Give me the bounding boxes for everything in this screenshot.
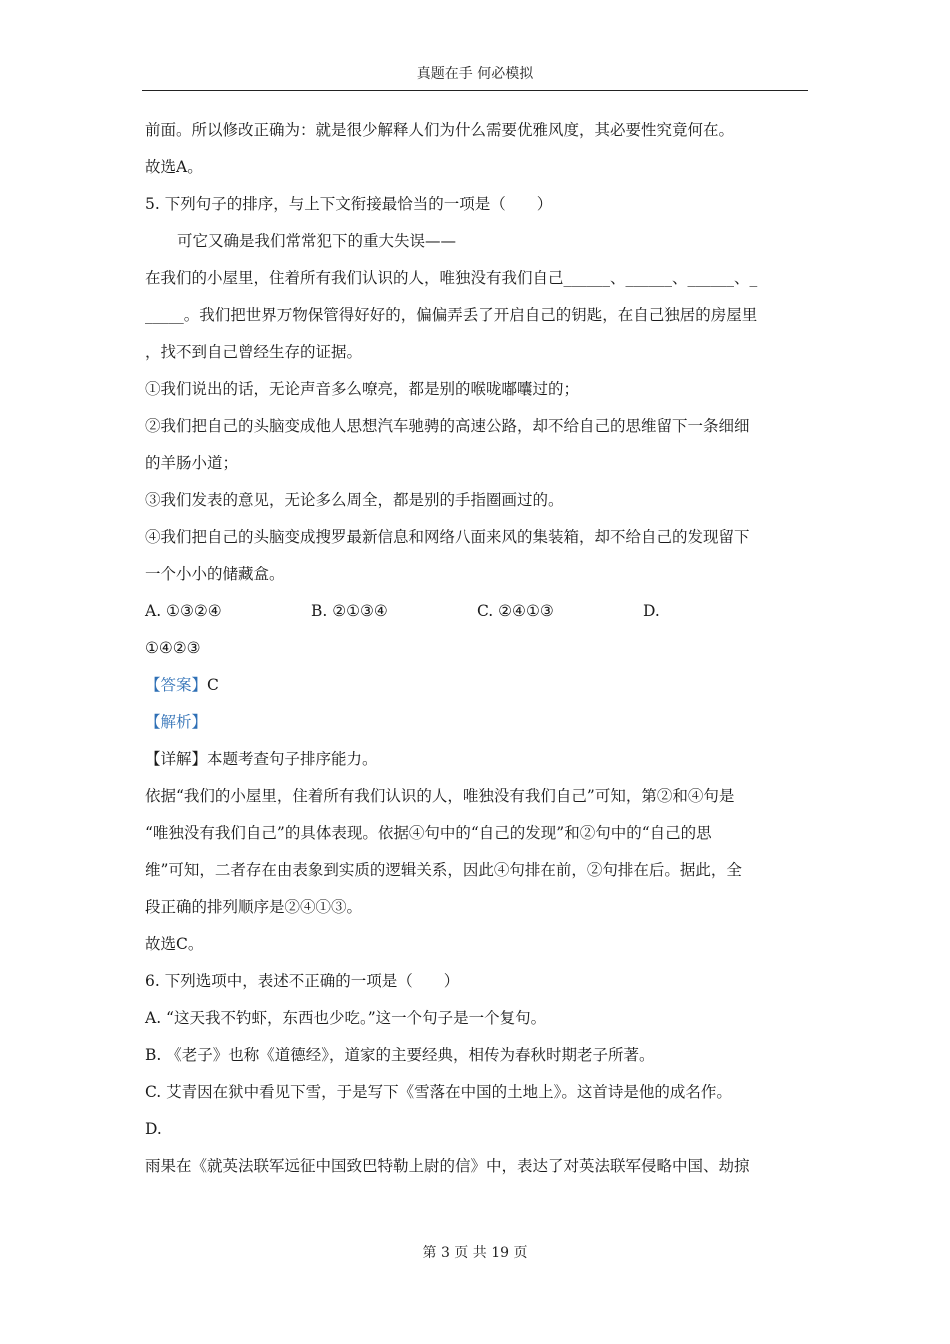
- q6-option-b: B. 《老子》也称《道德经》，道家的主要经典，相传为春秋时期老子所著。: [145, 1046, 655, 1064]
- prev-answer-line: 前面。所以修改正确为：就是很少解释人们为什么需要优雅风度，其必要性究竟何在。: [145, 121, 735, 139]
- q5-option-c: C. ②④①③: [477, 602, 554, 620]
- q5-sentence-4-cont: 一个小小的储藏盒。: [145, 565, 285, 583]
- answer-value: C: [207, 676, 219, 694]
- q5-explanation-line: 依据“我们的小屋里，住着所有我们认识的人，唯独没有我们自己”可知，第②和④句是: [145, 787, 735, 805]
- q6-option-c: C. 艾青因在狱中看见下雪，于是写下《雪落在中国的土地上》。这首诗是他的成名作。: [145, 1083, 732, 1101]
- q5-explanation-line: 维”可知，二者存在由表象到实质的逻辑关系，因此④句排在前，②句排在后。据此，全: [145, 861, 742, 879]
- page-header: [142, 64, 808, 91]
- q6-option-a: A. “这天我不钓虾，东西也少吃。”这一个句子是一个复句。: [145, 1009, 547, 1027]
- q5-option-d-label: D.: [643, 602, 660, 620]
- q6-option-d-label: D.: [145, 1120, 162, 1138]
- q5-passage-line: _____。我们把世界万物保管得好好的，偏偏弄丢了开启自己的钥匙，在自己独居的房屋里: [145, 306, 758, 324]
- q5-explanation-line: 段正确的排列顺序是②④①③。: [145, 898, 363, 916]
- q5-option-d-value: ①④②③: [145, 639, 201, 657]
- q5-conclusion: 故选C。: [145, 935, 204, 953]
- q5-sentence-2: ②我们把自己的头脑变成他人思想汽车驰骋的高速公路，却不给自己的思维留下一条细细: [145, 417, 750, 435]
- q6-option-d-text: 雨果在《就英法联军远征中国致巴特勒上尉的信》中，表达了对英法联军侵略中国、劫掠: [145, 1157, 750, 1175]
- document-body: [145, 112, 809, 1185]
- q5-sentence-1: ①我们说出的话，无论声音多么嘹亮，都是别的喉咙嘟囔过的；: [145, 380, 580, 398]
- q5-sentence-4: ④我们把自己的头脑变成搜罗最新信息和网络八面来风的集装箱，却不给自己的发现留下: [145, 528, 750, 546]
- q5-explanation-line: “唯独没有我们自己”的具体表现。依据④句中的“自己的发现”和②句中的“自己的思: [145, 824, 712, 842]
- page-number: 第 3 页 共 19 页: [422, 1245, 528, 1261]
- q5-option-b: B. ②①③④: [311, 602, 388, 620]
- q5-passage-line: ，找不到自己曾经生存的证据。: [145, 343, 363, 361]
- q5-analysis: [145, 704, 809, 741]
- analysis-tag: 【解析】: [145, 713, 208, 731]
- q5-detail: 【详解】本题考查句子排序能力。: [145, 750, 378, 768]
- q5-options: [145, 593, 809, 630]
- q5-answer: [145, 667, 809, 704]
- q5-intro: 可它又确是我们常常犯下的重大失误——: [177, 232, 457, 250]
- q5-passage-line: 在我们的小屋里，住着所有我们认识的人，唯独没有我们自己______、______、______、_: [145, 269, 758, 287]
- header-title: 真题在手 何必模拟: [416, 66, 534, 82]
- q5-option-a: A. ①③②④: [145, 602, 222, 620]
- q5-sentence-3: ③我们发表的意见，无论多么周全，都是别的手指圈画过的。: [145, 491, 564, 509]
- q5-sentence-2-cont: 的羊肠小道；: [145, 454, 239, 472]
- prev-conclusion: 故选A。: [145, 158, 203, 176]
- q6-stem: 6. 下列选项中，表述不正确的一项是（ ）: [145, 972, 460, 990]
- answer-tag: 【答案】: [145, 676, 208, 694]
- page-footer: [0, 1242, 950, 1262]
- q5-stem: 5. 下列句子的排序，与上下文衔接最恰当的一项是（ ）: [145, 195, 553, 213]
